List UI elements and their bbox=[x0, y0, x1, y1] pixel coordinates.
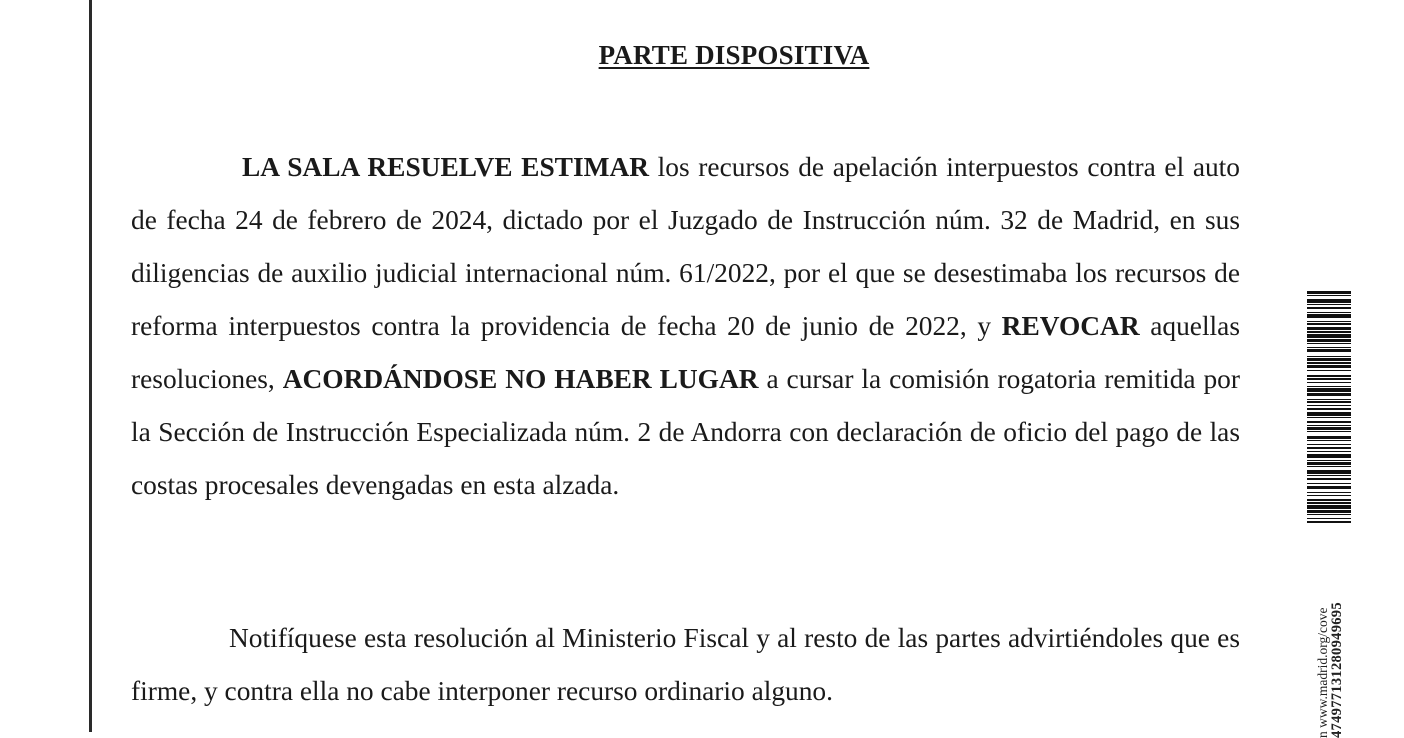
left-margin-rule bbox=[89, 0, 92, 732]
notification-paragraph: Notifíquese esta resolución al Ministerio Fiscal y al resto de las partes advirtiéndoles que es firme, y contra ella no cabe interponer recurso ordinario alguno. bbox=[131, 623, 1240, 706]
resolution-paragraph bbox=[131, 141, 1240, 512]
resolution-text-3: a cursar la comisión rogatoria remitida por la Sección de Instrucción Especializada núm. 2 de Andorra con declaración de oficio del pago de las costas procesales devengadas en esta alzada. bbox=[131, 364, 1241, 500]
revocar-emphasis: REVOCAR bbox=[1001, 311, 1140, 341]
verification-url: n www.madrid.org/cove bbox=[1315, 607, 1330, 738]
verification-barcode bbox=[1307, 291, 1351, 525]
verification-code: 474977131280949695 bbox=[1329, 602, 1345, 738]
resolution-text-1: los recursos de apelación interpuestos contra el auto de fecha 24 de febrero de 2024, dictado por el Juzgado de Instrucción núm. 32 de Madrid, en sus diligencias de auxilio judicial internacional núm. 61/2022, por el que se desestimaba los recursos de reforma interpuestos contra la providencia de fecha 20 de junio de 2022, y bbox=[131, 152, 1240, 341]
no-haber-lugar-emphasis: ACORDÁNDOSE NO HABER LUGAR bbox=[282, 364, 759, 394]
barcode-gap bbox=[1307, 523, 1351, 524]
section-heading: PARTE DISPOSITIVA bbox=[598, 40, 870, 70]
resolution-text-2: aquellas resoluciones, bbox=[131, 311, 1240, 394]
verification-stamp bbox=[1315, 602, 1345, 738]
resolution-lead: LA SALA RESUELVE ESTIMAR bbox=[242, 152, 650, 182]
